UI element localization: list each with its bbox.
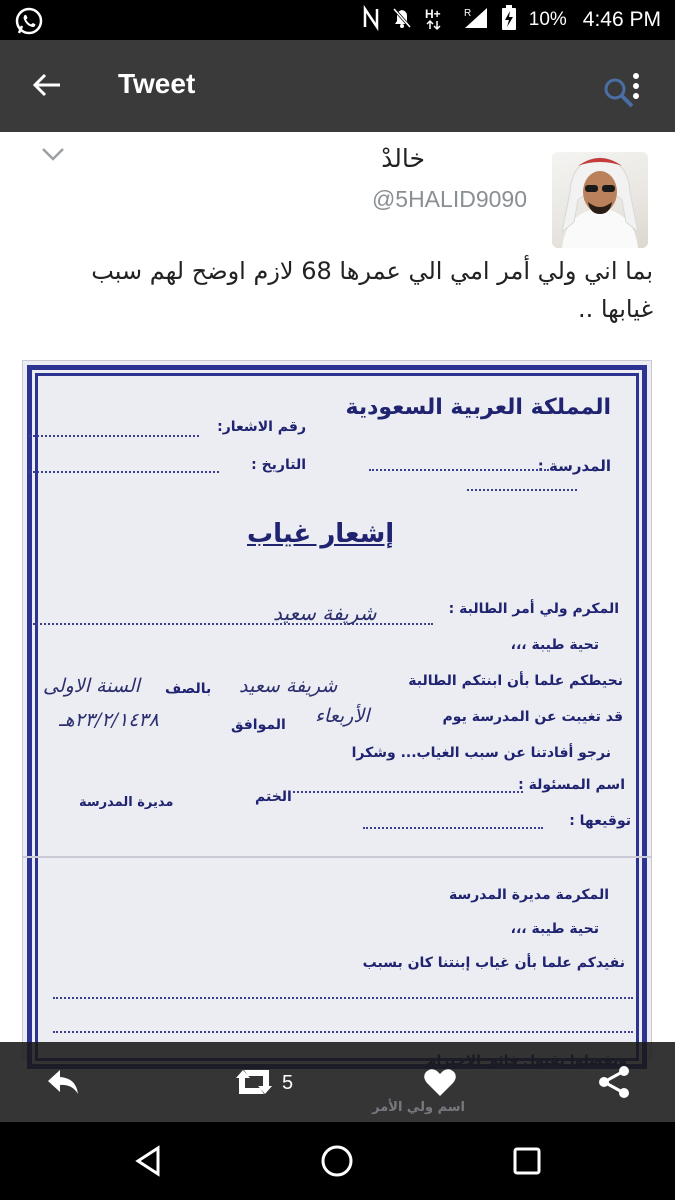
form-greeting: المكرم ولي أمر الطالبة : — [448, 601, 619, 617]
svg-text:H+: H+ — [424, 6, 441, 21]
reason-line-1 — [53, 997, 633, 999]
form-reply-to: المكرمة مديرة المدرسة — [448, 887, 609, 903]
form-inform-line: نحيطكم علما بأن ابنتكم الطالبة — [408, 673, 623, 689]
signal-hplus-icon — [425, 6, 451, 35]
back-arrow-icon[interactable] — [30, 68, 64, 102]
tweet-action-bar — [0, 1042, 675, 1122]
handwritten-student-name-2: شريفة سعيد — [239, 675, 338, 697]
form-date-label: التاريخ : — [251, 457, 306, 473]
whatsapp-icon — [14, 6, 44, 40]
form-salutation-2: تحية طيبة ،،، — [510, 921, 599, 937]
form-heading: إشعار غياب — [247, 519, 395, 549]
handwritten-student-name: شريفة سعيد — [273, 601, 377, 625]
nfc-icon — [363, 7, 379, 34]
handwritten-class: السنة الاولى — [43, 675, 140, 697]
battery-level: 10% — [528, 9, 567, 30]
form-stamp-label: الختم — [255, 789, 292, 805]
nav-recents-icon[interactable] — [510, 1144, 544, 1178]
form-responsible-label: اسم المسئولة : — [518, 777, 625, 793]
form-salutation: تحية طيبة ،،، — [510, 637, 599, 653]
page-title: Tweet — [118, 68, 196, 99]
tweet-text-line-2: غيابها .. — [577, 295, 653, 323]
like-heart-icon[interactable] — [422, 1064, 458, 1100]
tweet-text — [53, 252, 653, 328]
retweet-icon[interactable] — [232, 1064, 276, 1100]
author-name[interactable]: خالدْ — [381, 144, 425, 173]
form-kingdom-title: المملكة العربية السعودية — [345, 395, 611, 420]
author-handle[interactable]: @5HALID9090 — [371, 186, 527, 212]
tweet-photo[interactable] — [22, 360, 652, 1060]
school-line — [369, 469, 549, 471]
svg-text:R: R — [463, 7, 471, 19]
date-line — [29, 471, 219, 473]
form-corresponding-label: الموافق — [231, 717, 286, 733]
signal-bars-icon — [463, 6, 489, 35]
clock-time: 4:46 PM — [582, 8, 661, 31]
notice-number-line — [29, 435, 199, 437]
reason-line-2 — [53, 1031, 633, 1033]
signature-line — [363, 827, 543, 829]
nav-back-icon[interactable] — [132, 1144, 166, 1178]
avatar[interactable] — [552, 152, 648, 248]
system-nav-bar — [0, 1122, 675, 1200]
tweet-card — [0, 132, 675, 1047]
battery-charging-icon — [501, 5, 517, 36]
status-bar — [0, 0, 675, 40]
form-principal-label: مديرة المدرسة — [79, 795, 174, 810]
retweet-count: 5 — [282, 1072, 294, 1094]
form-school-label: المدرسة : — [537, 457, 611, 475]
form-signature-label: توقيعها : — [569, 813, 631, 829]
form-absent-line: قد تغيبت عن المدرسة يوم — [442, 709, 623, 725]
school-line-2 — [467, 489, 577, 491]
form-request-line: نرجو أفادتنا عن سبب الغياب... وشكرا — [351, 745, 611, 761]
more-options-icon[interactable] — [630, 70, 642, 110]
tweet-text-line-1: بما اني ولي أمر امي الي عمرها 68 لازم اوضح لهم سبب — [91, 257, 653, 285]
mute-icon — [391, 6, 413, 35]
form-class-label: بالصف — [165, 681, 212, 697]
form-notice-number-label: رقم الاشعار: — [217, 419, 306, 435]
chevron-down-icon[interactable] — [40, 146, 66, 162]
handwritten-date: ٢٣/٢/١٤٣٨هـ — [59, 709, 159, 731]
form-parent-label: اسم ولي الأمر — [372, 1100, 465, 1115]
share-icon[interactable] — [596, 1064, 632, 1100]
responsible-line — [293, 791, 523, 793]
handwritten-day: الأربعاء — [315, 705, 370, 727]
paper-fold — [23, 856, 651, 858]
app-bar — [0, 40, 675, 132]
reply-icon[interactable] — [44, 1064, 82, 1100]
nav-home-icon[interactable] — [320, 1144, 354, 1178]
form-reply-inform: نفيدكم علما بأن غياب إبنتنا كان بسبب — [362, 955, 625, 971]
